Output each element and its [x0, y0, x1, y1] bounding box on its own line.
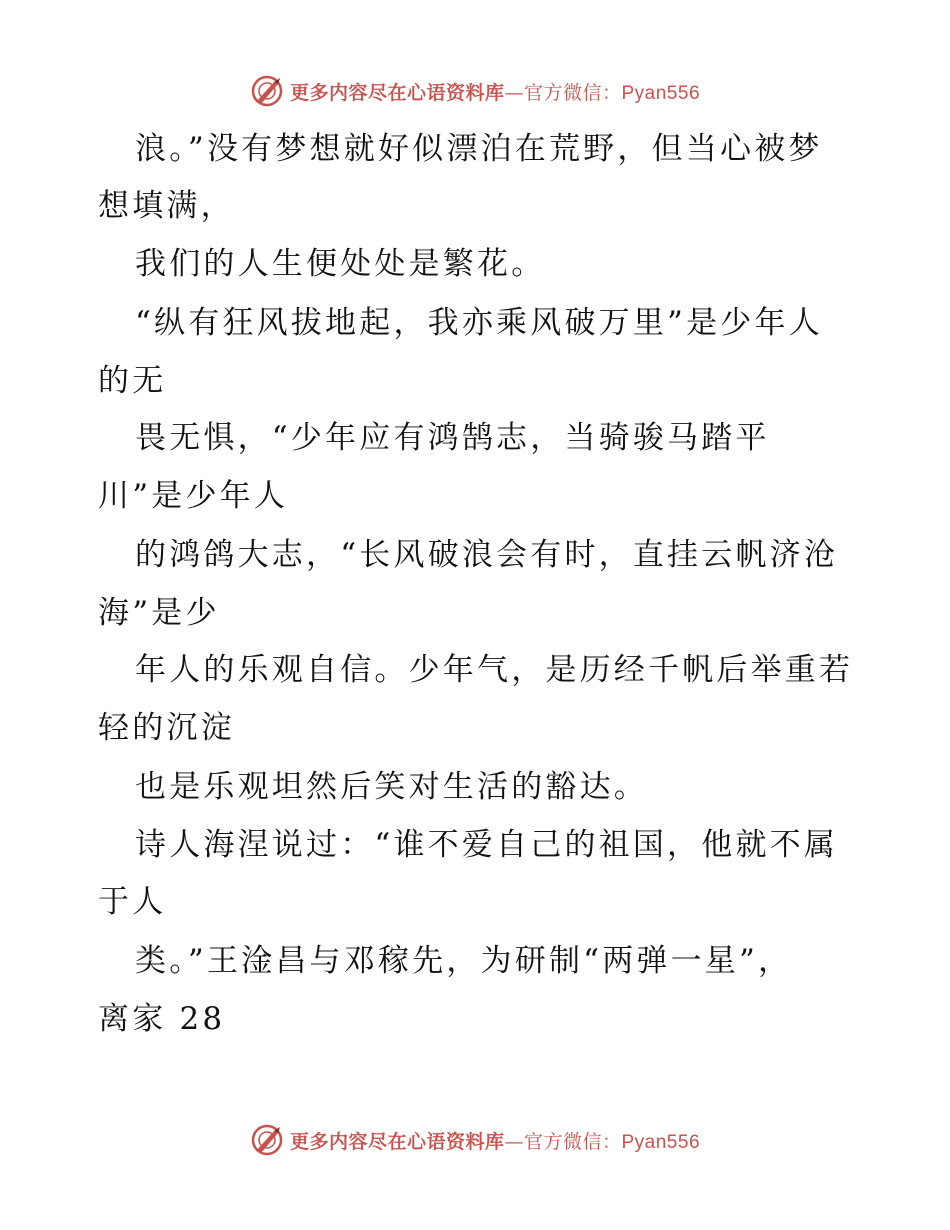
text-line: 也是乐观坦然后笑对生活的豁达。 [135, 769, 648, 805]
contact-label: 官方微信： [523, 81, 622, 104]
text-line: 轻的沉淀 [98, 710, 235, 746]
text-line: 我们的人生便处处是繁花。 [135, 246, 546, 282]
contact-label: 官方微信： [523, 1130, 622, 1153]
text-line: 年人的乐观自信。少年气，是历经千帆后举重若 [135, 652, 854, 688]
text-line: 想填满， [98, 188, 235, 224]
text-line: “纵有狂风拔地起，我亦乘风破万里”是少年人 [135, 305, 823, 341]
text-line: 类。”王淦昌与邓稼先，为研制“两弹一星”， [135, 943, 793, 979]
header-banner-text [290, 78, 700, 105]
wechat-id: Pyan556 [621, 1131, 701, 1153]
text-line: 的无 [98, 363, 167, 399]
text-line: 诗人海涅说过：“谁不爱自己的祖国，他就不属 [135, 827, 839, 863]
text-line: 于人 [98, 884, 167, 920]
pen-logo-icon [250, 74, 284, 108]
footer-banner [0, 1120, 950, 1160]
text-line: 浪。”没有梦想就好似漂泊在荒野，但当心被梦 [135, 131, 823, 167]
text-line: 畏无惧，“少年应有鸿鹄志，当骑骏马踏平 [135, 420, 770, 456]
brand-text: 更多内容尽在心语资料库 [289, 81, 505, 104]
text-line: 离家 28 [98, 1001, 226, 1037]
header-banner [0, 71, 950, 111]
dash: — [504, 1130, 524, 1153]
brand-text: 更多内容尽在心语资料库 [289, 1130, 505, 1153]
dash: — [504, 81, 524, 104]
pen-logo-icon [250, 1123, 284, 1157]
text-line: 海”是少 [98, 595, 220, 631]
wechat-id: Pyan556 [621, 82, 701, 104]
text-line: 川”是少年人 [98, 478, 289, 514]
footer-banner-text [290, 1127, 700, 1154]
text-line: 的鸿鸽大志，“长风破浪会有时，直挂云帆济沧 [135, 537, 839, 573]
